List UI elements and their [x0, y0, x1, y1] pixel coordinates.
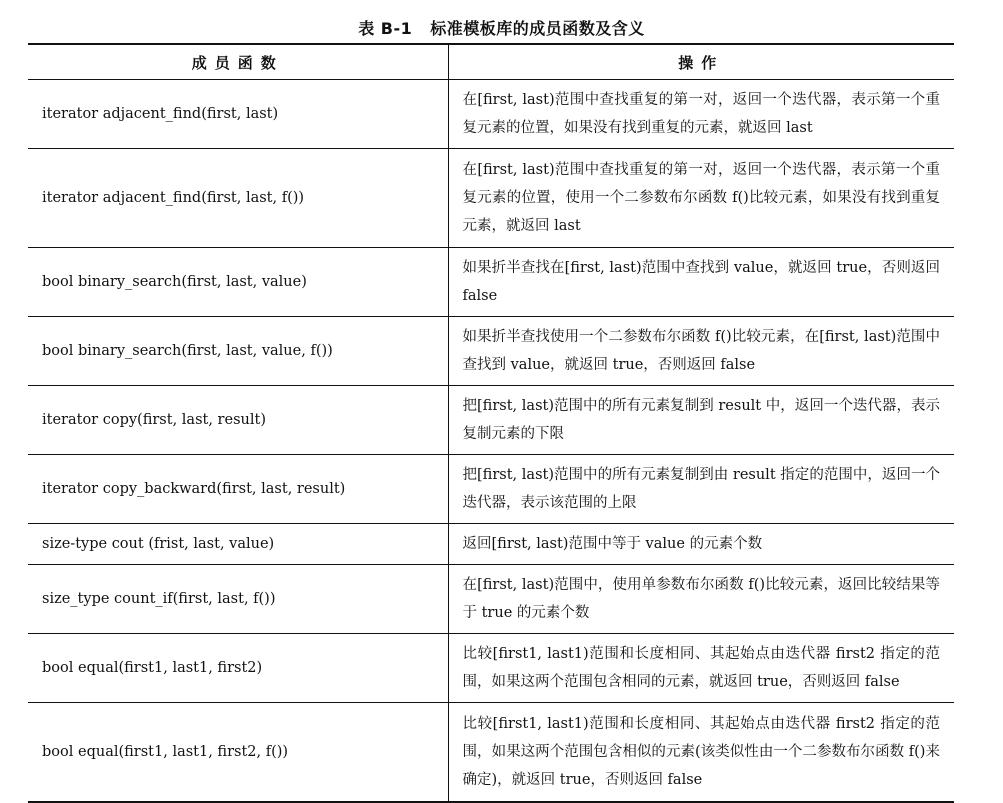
function-cell: size_type count_if(first, last, f())	[28, 565, 448, 634]
operation-cell: 把[first, last)范围中的所有元素复制到由 result 指定的范围中，返回一个迭代器，表示该范围的上限	[448, 455, 954, 524]
stl-functions-table	[28, 43, 954, 803]
function-cell: bool equal(first1, last1, first2, f())	[42, 744, 289, 760]
table-row	[28, 317, 954, 386]
table-row	[28, 703, 954, 803]
function-cell: size-type cout (frist, last, value)	[28, 524, 448, 565]
table-row	[28, 80, 954, 149]
operation-cell: 如果折半查找在[first, last)范围中查找到 value，就返回 true，否则返回 false	[448, 248, 954, 317]
operation-cell: 比较[first1, last1)范围和长度相同、其起始点由迭代器 first2 指定的范围，如果这两个范围包含相同的元素，就返回 true，否则返回 false	[448, 634, 954, 703]
table-row	[28, 149, 954, 248]
header-member-function: 成员函数	[28, 44, 448, 80]
table-row	[28, 634, 954, 703]
function-cell: bool equal(first1, last1, first2)	[28, 634, 448, 703]
table-row	[28, 455, 954, 524]
function-cell: iterator copy_backward(first, last, result)	[28, 455, 448, 524]
function-cell: bool binary_search(first, last, value)	[28, 248, 448, 317]
operation-cell: 比较[first1, last1)范围和长度相同、其起始点由迭代器 first2 指定的范围，如果这两个范围包含相似的元素(该类似性由一个二参数布尔函数 f()来确定)，就返回 true，否则返回 false	[448, 703, 954, 803]
table-number: 表 B-1	[358, 19, 413, 38]
table-caption	[0, 16, 1003, 39]
operation-cell: 返回[first, last)范围中等于 value 的元素个数	[448, 524, 954, 565]
operation-cell: 在[first, last)范围中查找重复的第一对，返回一个迭代器，表示第一个重复元素的位置，如果没有找到重复的元素，就返回 last	[448, 80, 954, 149]
operation-cell: 把[first, last)范围中的所有元素复制到 result 中，返回一个迭代器，表示复制元素的下限	[448, 386, 954, 455]
operation-cell: 在[first, last)范围中查找重复的第一对，返回一个迭代器，表示第一个重复元素的位置，使用一个二参数布尔函数 f()比较元素，如果没有找到重复元素，就返回 last	[448, 149, 954, 248]
table-title: 标准模板库的成员函数及含义	[430, 19, 645, 38]
table-row	[28, 524, 954, 565]
operation-cell: 在[first, last)范围中，使用单参数布尔函数 f()比较元素，返回比较结果等于 true 的元素个数	[448, 565, 954, 634]
function-cell: bool binary_search(first, last, value, f())	[28, 317, 448, 386]
table-row	[28, 386, 954, 455]
table-header-row	[28, 44, 954, 80]
function-cell: iterator adjacent_find(first, last, f())	[28, 149, 448, 248]
operation-cell: 如果折半查找使用一个二参数布尔函数 f()比较元素，在[first, last)范围中查找到 value，就返回 true，否则返回 false	[448, 317, 954, 386]
header-operation: 操作	[448, 44, 954, 80]
function-cell: iterator adjacent_find(first, last)	[28, 80, 448, 149]
table-row	[28, 565, 954, 634]
table-row	[28, 248, 954, 317]
function-cell: iterator copy(first, last, result)	[28, 386, 448, 455]
